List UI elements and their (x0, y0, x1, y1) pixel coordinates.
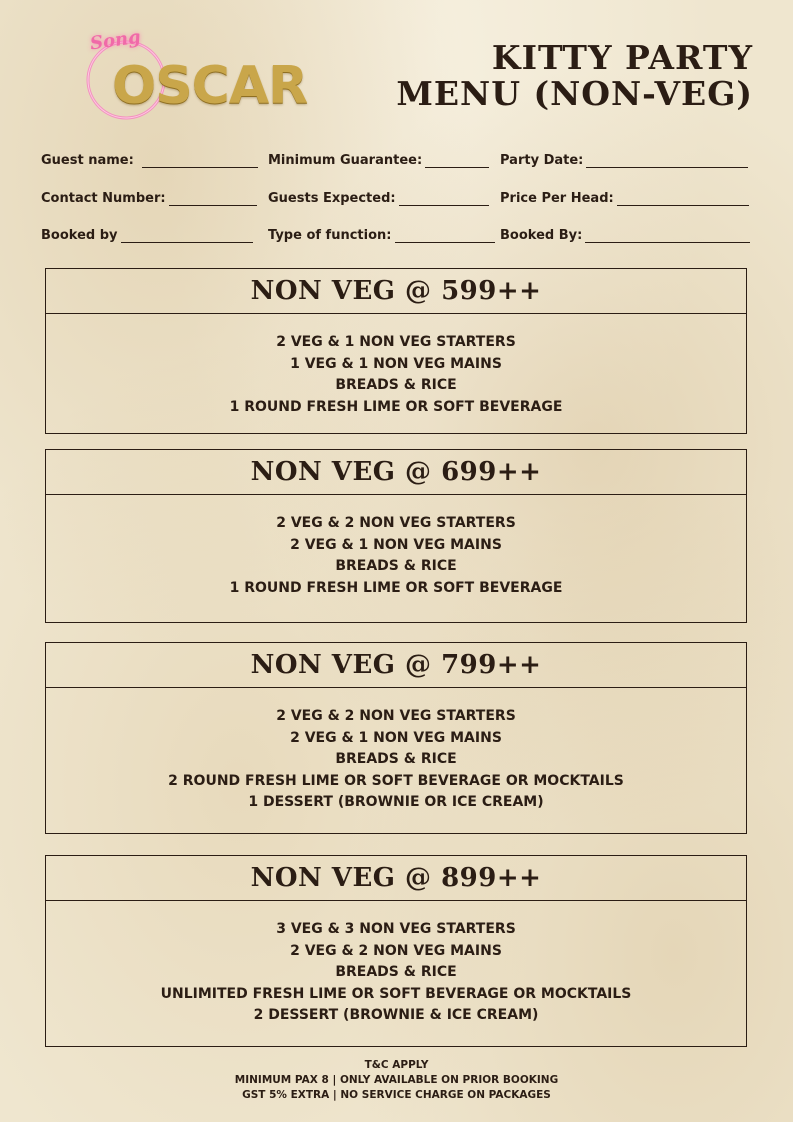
package-item: 1 ROUND FRESH LIME OR SOFT BEVERAGE (229, 398, 563, 415)
package-title: NON VEG @ 799++ (46, 643, 746, 688)
field-line[interactable] (169, 193, 257, 206)
field-line[interactable] (142, 155, 258, 168)
field-label: Guests Expected: (268, 190, 396, 206)
package-item: 2 VEG & 1 NON VEG STARTERS (276, 334, 516, 350)
package-title: NON VEG @ 699++ (46, 450, 746, 495)
minimum-guarantee-field[interactable] (268, 150, 489, 168)
field-label: Type of function: (268, 228, 392, 243)
field-label: Price Per Head: (500, 190, 614, 206)
field-label: Booked By: (500, 228, 583, 243)
package-item: 2 VEG & 2 NON VEG STARTERS (276, 708, 516, 724)
package-item: 2 VEG & 2 NON VEG STARTERS (276, 515, 516, 531)
booked-by-2-field[interactable] (500, 225, 750, 243)
field-line[interactable] (585, 230, 750, 243)
package-item: BREADS & RICE (335, 558, 457, 574)
package-title: NON VEG @ 899++ (46, 856, 746, 901)
package-items (46, 688, 746, 814)
package-item: BREADS & RICE (335, 751, 457, 767)
package-899 (45, 855, 747, 1047)
field-line[interactable] (399, 193, 489, 206)
price-per-head-field[interactable] (500, 188, 749, 206)
booking-form (41, 150, 753, 263)
guests-expected-field[interactable] (268, 188, 489, 206)
field-line[interactable] (121, 230, 253, 243)
package-item: BREADS & RICE (335, 377, 457, 393)
brand-script: Song (88, 26, 142, 55)
package-599 (45, 268, 747, 434)
package-item: BREADS & RICE (335, 964, 457, 980)
package-item: 2 ROUND FRESH LIME OR SOFT BEVERAGE OR MOCKTAILS (168, 772, 624, 789)
field-label: Party Date: (500, 153, 584, 168)
field-label: Booked by (41, 228, 118, 243)
package-title: NON VEG @ 599++ (46, 269, 746, 314)
package-item: 2 VEG & 2 NON VEG MAINS (290, 942, 502, 959)
booked-by-field[interactable] (41, 225, 253, 243)
contact-number-field[interactable] (41, 188, 257, 206)
field-label: Guest name: (41, 153, 134, 168)
title-line-2: MENU (NON-VEG) (396, 74, 753, 113)
brand-logo (84, 26, 308, 128)
brand-name: OSCAR (112, 56, 308, 116)
field-line[interactable] (617, 193, 749, 206)
field-label: Contact Number: (41, 190, 166, 206)
field-label: Minimum Guarantee: (268, 153, 423, 168)
package-item: 3 VEG & 3 NON VEG STARTERS (276, 921, 516, 937)
field-line[interactable] (425, 155, 489, 168)
package-item: UNLIMITED FRESH LIME OR SOFT BEVERAGE OR MOCKTAILS (160, 985, 632, 1002)
field-line[interactable] (395, 230, 495, 243)
type-of-function-field[interactable] (268, 225, 495, 243)
package-item: 2 DESSERT (BROWNIE & ICE CREAM) (253, 1007, 539, 1023)
package-item: 1 DESSERT (BROWNIE OR ICE CREAM) (248, 794, 544, 810)
package-item: 1 VEG & 1 NON VEG MAINS (290, 355, 502, 372)
package-item: 1 ROUND FRESH LIME OR SOFT BEVERAGE (229, 579, 563, 596)
form-row (41, 150, 753, 188)
package-item: 2 VEG & 1 NON VEG MAINS (290, 729, 502, 746)
footer-line-1: T&C APPLY (364, 1059, 429, 1071)
title-line-1: KITTY PARTY (491, 38, 753, 77)
party-date-field[interactable] (500, 150, 748, 168)
footer-line-2: MINIMUM PAX 8 | ONLY AVAILABLE ON PRIOR BOOKING (234, 1074, 559, 1086)
footer-notes (0, 1058, 793, 1103)
package-items (46, 314, 746, 418)
field-line[interactable] (586, 155, 748, 168)
form-row (41, 225, 753, 263)
package-699 (45, 449, 747, 623)
package-799 (45, 642, 747, 834)
form-row (41, 188, 753, 226)
package-items (46, 495, 746, 599)
page-title (396, 40, 753, 112)
footer-line-3: GST 5% EXTRA | NO SERVICE CHARGE ON PACKAGES (242, 1089, 551, 1101)
package-items (46, 901, 746, 1027)
package-item: 2 VEG & 1 NON VEG MAINS (290, 536, 502, 553)
guest-name-field[interactable] (41, 150, 258, 168)
